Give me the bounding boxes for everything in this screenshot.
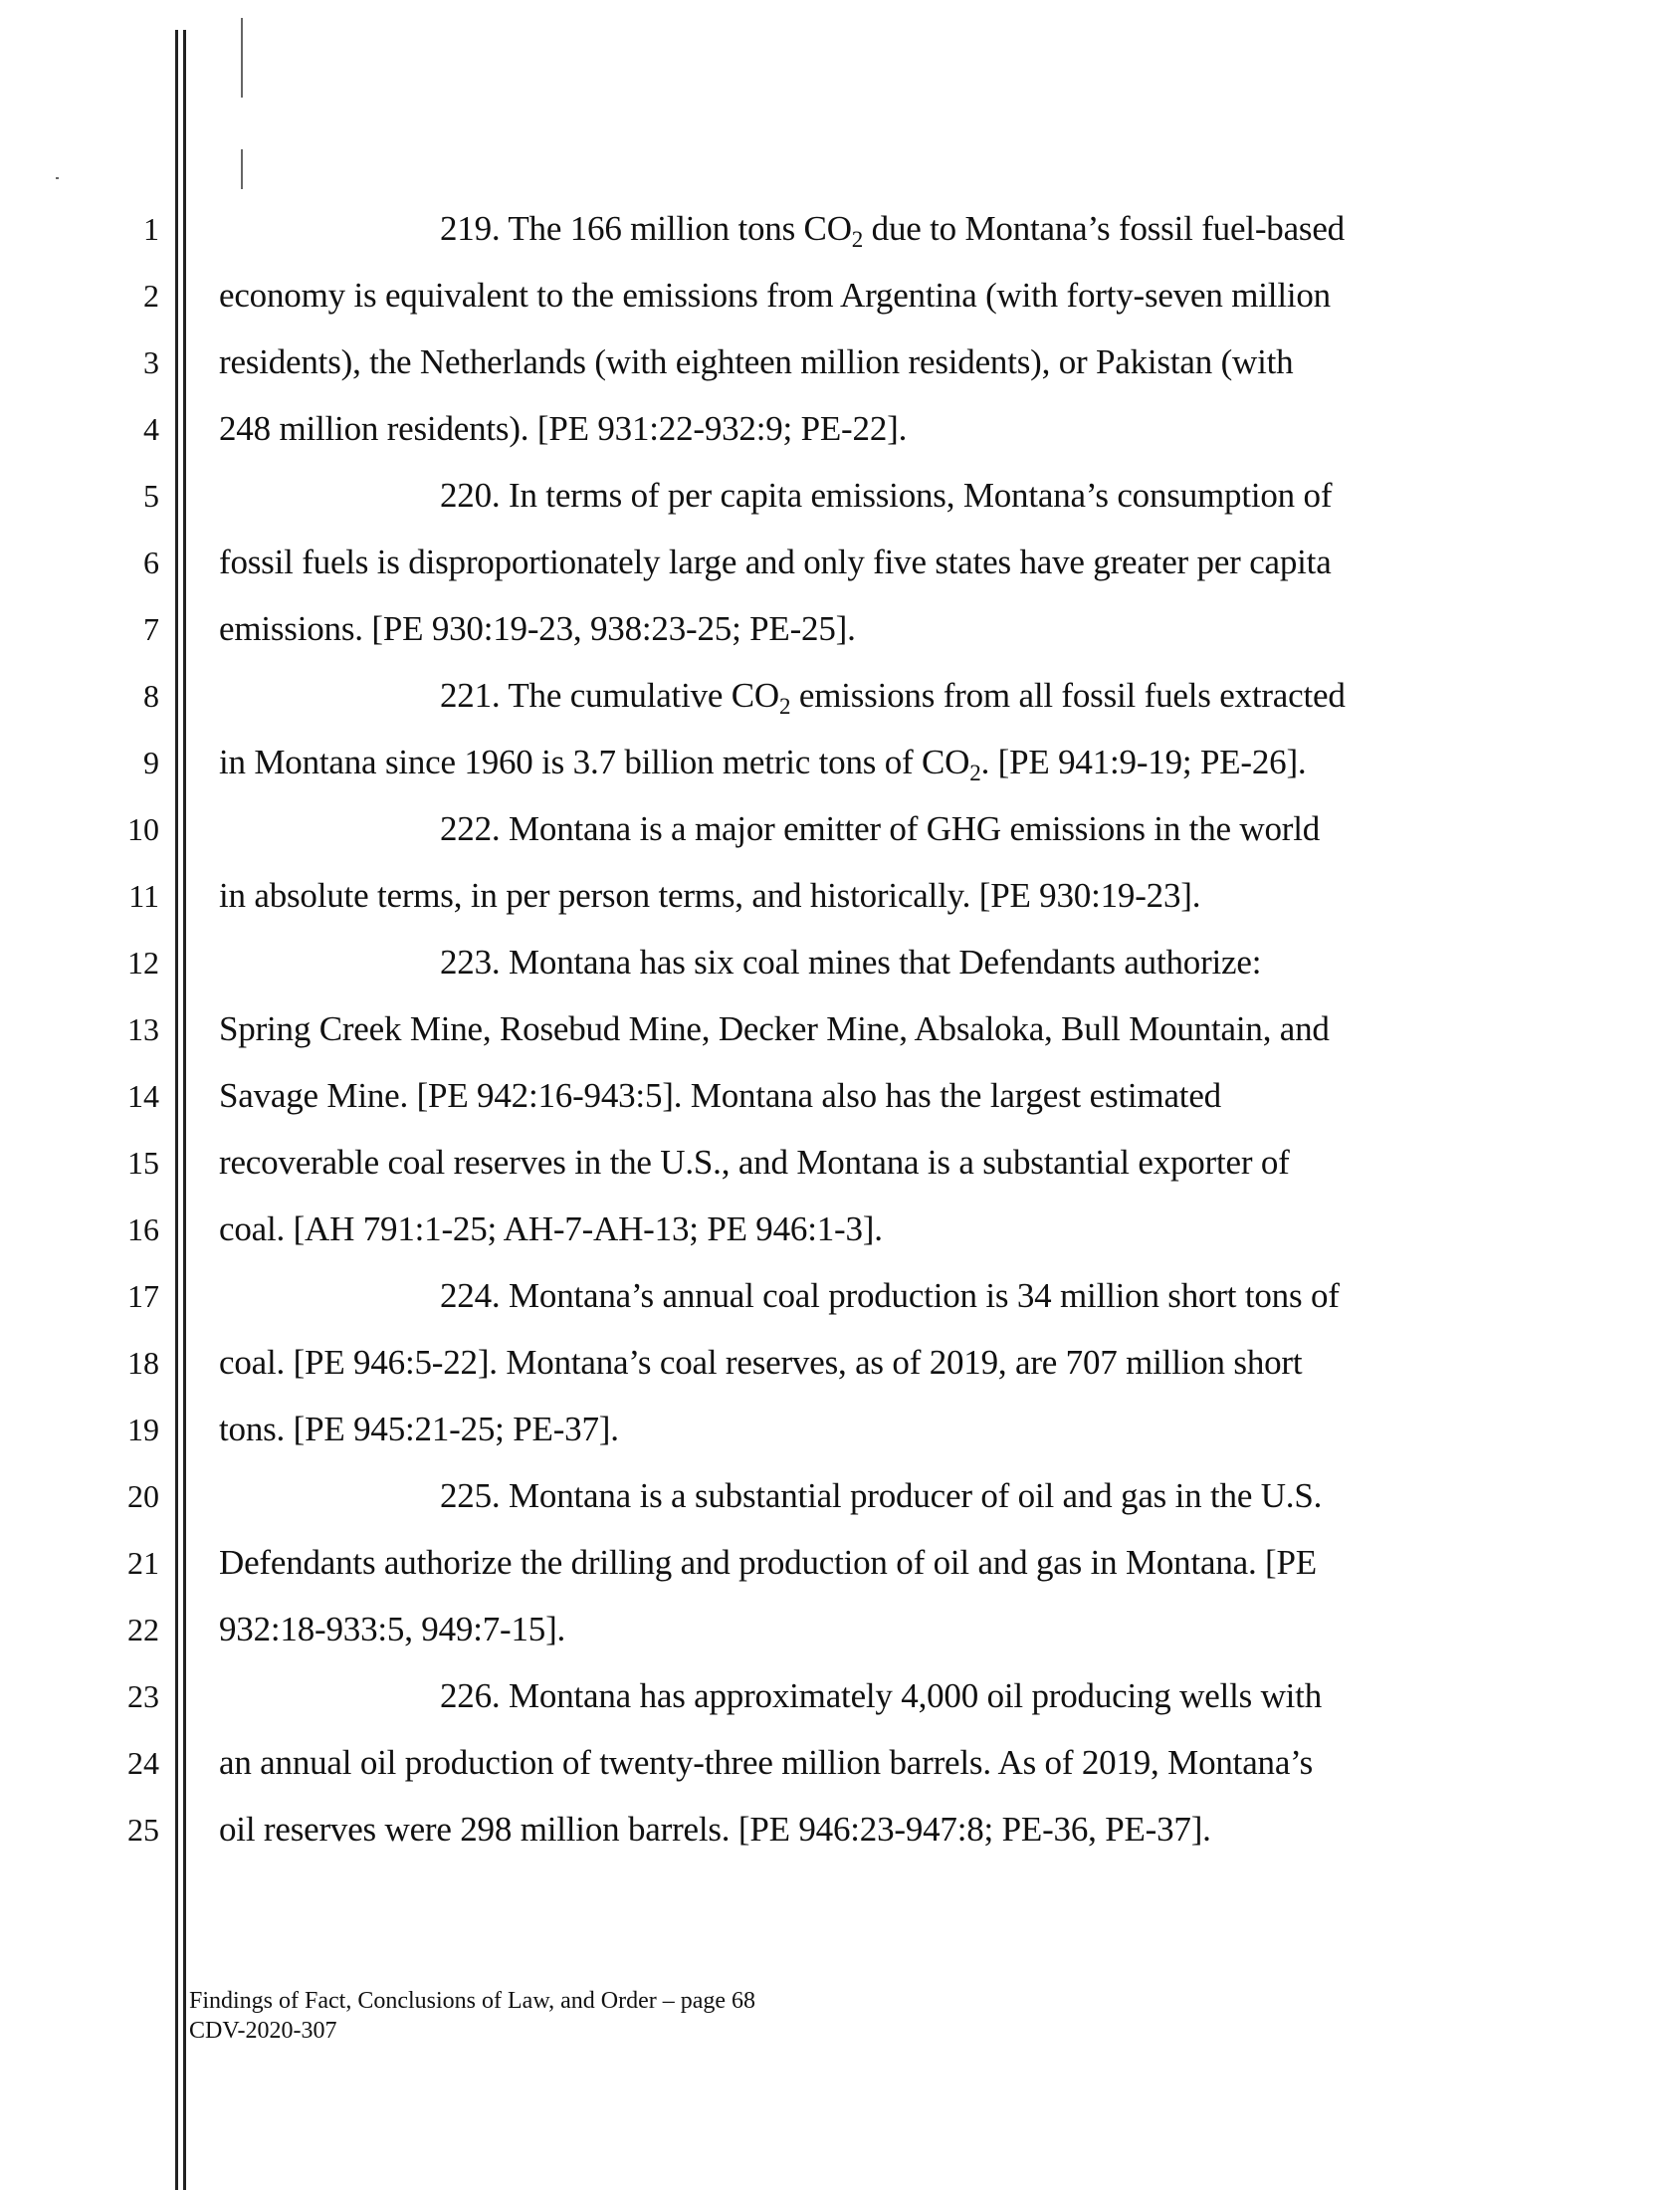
paragraph-224-line: 224. Montana’s annual coal production is 34 million short tons of bbox=[440, 1276, 1340, 1315]
line-number: 21 bbox=[127, 1545, 159, 1581]
paragraph-219-line: 248 million residents). [PE 931:22-932:9; PE-22]. bbox=[219, 409, 908, 448]
paragraph-219-line: economy is equivalent to the emissions from Argentina (with forty-seven million bbox=[219, 276, 1331, 315]
line-number: 23 bbox=[127, 1678, 159, 1714]
line-number: 9 bbox=[143, 745, 159, 780]
paragraph-223-line: Savage Mine. [PE 942:16-943:5]. Montana also has the largest estimated bbox=[219, 1076, 1221, 1115]
left-margin-rule bbox=[175, 30, 178, 2190]
line-number: 5 bbox=[143, 478, 159, 514]
paragraph-220-line: 220. In terms of per capita emissions, Montana’s consumption of bbox=[440, 476, 1333, 515]
line-number: 6 bbox=[143, 545, 159, 580]
line-number: 11 bbox=[128, 878, 159, 914]
line-number: 3 bbox=[143, 344, 159, 380]
line-number: 14 bbox=[127, 1078, 159, 1114]
line-number: 17 bbox=[127, 1278, 159, 1314]
paragraph-224-line: coal. [PE 946:5-22]. Montana’s coal reserves, as of 2019, are 707 million short bbox=[219, 1343, 1303, 1382]
paragraph-222-line: 222. Montana is a major emitter of GHG emissions in the world bbox=[440, 809, 1321, 848]
paragraph-219-line: residents), the Netherlands (with eighteen million residents), or Pakistan (with bbox=[219, 342, 1294, 381]
paragraph-220-line: fossil fuels is disproportionately large and only five states have greater per capita bbox=[219, 543, 1332, 581]
paragraph-225-line: Defendants authorize the drilling and production of oil and gas in Montana. [PE bbox=[219, 1543, 1317, 1582]
line-number: 4 bbox=[143, 411, 159, 447]
line-number: 20 bbox=[127, 1478, 159, 1514]
left-margin-rule-inner bbox=[183, 30, 186, 2190]
line-number: 8 bbox=[143, 678, 159, 714]
paragraph-226-line: 226. Montana has approximately 4,000 oil producing wells with bbox=[440, 1676, 1322, 1715]
paragraph-219-line: 219. The 166 million tons $CO_2$ due to Montana’s fossil fuel-based bbox=[440, 209, 1345, 252]
page-footer bbox=[189, 1986, 755, 2046]
scan-artifact bbox=[241, 18, 243, 98]
paragraph-226-line: oil reserves were 298 million barrels. [PE 946:23-947:8; PE-36, PE-37]. bbox=[219, 1810, 1211, 1849]
paragraph-220-line: emissions. [PE 930:19-23, 938:23-25; PE-25]. bbox=[219, 609, 856, 648]
paragraph-221-line: 221. The cumulative $CO_2$ emissions from all fossil fuels extracted bbox=[440, 676, 1346, 719]
line-number: 15 bbox=[127, 1145, 159, 1181]
paragraph-221-line: in Montana since 1960 is 3.7 billion metric tons of $CO_2$. [PE 941:9-19; PE-26]. bbox=[219, 743, 1307, 785]
line-number: 12 bbox=[127, 945, 159, 981]
paragraph-223-line: 223. Montana has six coal mines that Defendants authorize: bbox=[440, 943, 1262, 982]
paragraph-226-line: an annual oil production of twenty-three million barrels. As of 2019, Montana’s bbox=[219, 1743, 1314, 1782]
paragraph-222-line: in absolute terms, in per person terms, and historically. [PE 930:19-23]. bbox=[219, 876, 1201, 915]
line-number: 19 bbox=[127, 1412, 159, 1447]
paragraph-224-line: tons. [PE 945:21-25; PE-37]. bbox=[219, 1410, 619, 1448]
scan-artifact bbox=[56, 177, 59, 179]
line-number: 25 bbox=[127, 1812, 159, 1848]
footer-case-number: CDV-2020-307 bbox=[189, 2018, 337, 2044]
line-number: 16 bbox=[127, 1211, 159, 1247]
line-number: 22 bbox=[127, 1612, 159, 1647]
paragraph-223-line: recoverable coal reserves in the U.S., and Montana is a substantial exporter of bbox=[219, 1143, 1290, 1182]
line-number: 24 bbox=[127, 1745, 159, 1781]
paragraph-223-line: coal. [AH 791:1-25; AH-7-AH-13; PE 946:1-3]. bbox=[219, 1209, 883, 1248]
line-number: 2 bbox=[143, 278, 159, 314]
line-number: 7 bbox=[143, 611, 159, 647]
scan-artifact bbox=[241, 149, 243, 189]
line-number: 18 bbox=[127, 1345, 159, 1381]
line-number: 13 bbox=[127, 1011, 159, 1047]
paragraph-223-line: Spring Creek Mine, Rosebud Mine, Decker Mine, Absaloka, Bull Mountain, and bbox=[219, 1009, 1330, 1048]
line-number: 1 bbox=[143, 211, 159, 247]
line-number: 10 bbox=[127, 811, 159, 847]
paragraph-225-line: 932:18-933:5, 949:7-15]. bbox=[219, 1610, 566, 1648]
paragraph-225-line: 225. Montana is a substantial producer of oil and gas in the U.S. bbox=[440, 1476, 1323, 1515]
footer-title: Findings of Fact, Conclusions of Law, and Order – page 68 bbox=[189, 1988, 756, 2014]
